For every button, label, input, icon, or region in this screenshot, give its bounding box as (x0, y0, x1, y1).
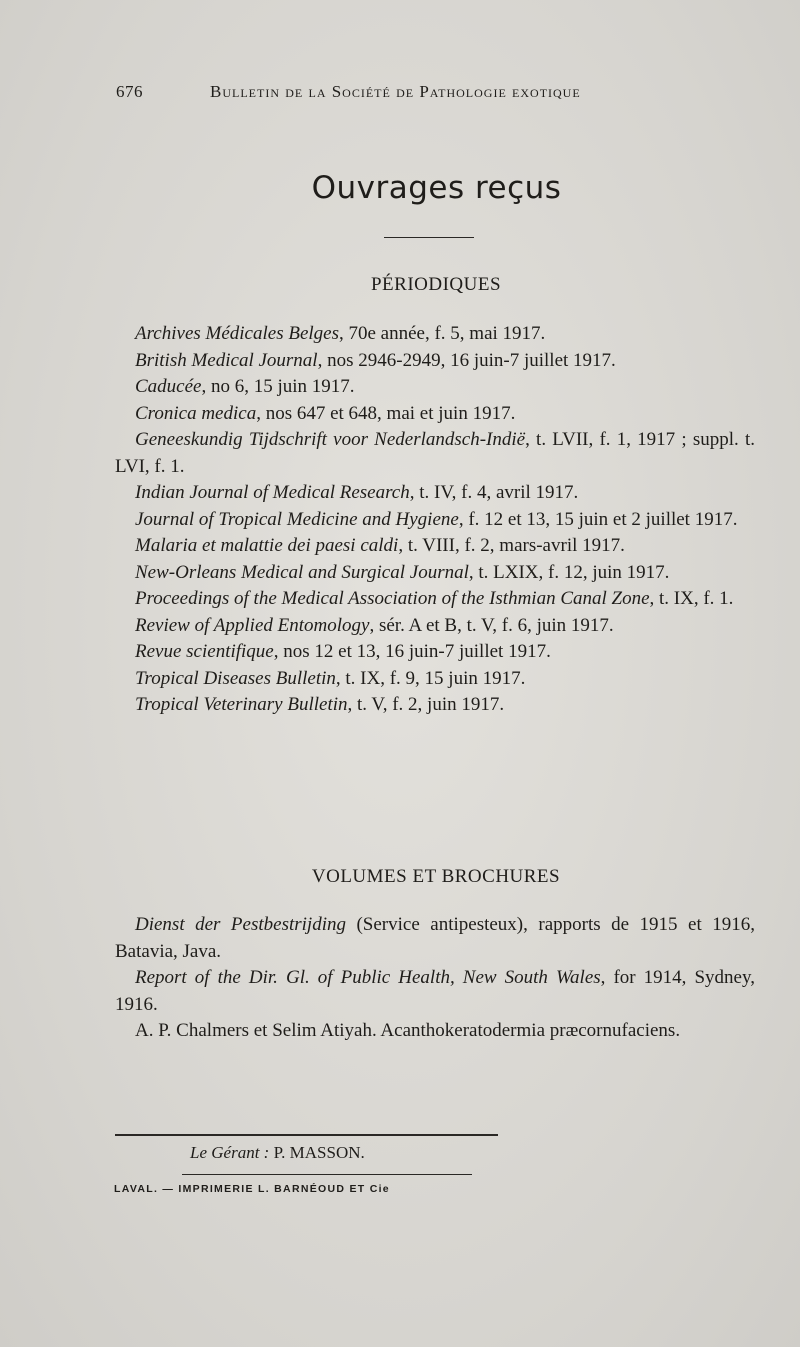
entry-details: , t. IX, f. 9, 15 juin 1917. (335, 667, 526, 689)
list-item (115, 480, 755, 507)
gerant-line (190, 1143, 365, 1163)
entry-details: (Service antipesteux), rapports de 1915 et 1916, Batavia, Java. (115, 914, 756, 962)
entry-title: Malaria et malattie dei paesi caldi (135, 535, 399, 556)
imprint-rule (182, 1174, 472, 1175)
footer-rule (115, 1134, 498, 1136)
list-item (115, 348, 755, 375)
section-heading-volumes: VOLUMES ET BROCHURES (311, 866, 561, 887)
entry-details: A. P. Chalmers et Selim Atiyah. Acanthokeratodermia præcornufaciens. (135, 1020, 681, 1041)
volumes-list (115, 912, 755, 1045)
entry-details: , sér. A et B, t. V, f. 6, juin 1917. (369, 614, 614, 636)
entry-details: , t. VIII, f. 2, mars-avril 1917. (398, 535, 625, 556)
entry-details: , for 1914, Sydney, 1916. (115, 967, 755, 1015)
entry-title: Geneeskundig Tijdschrift voor Nederlandsch-Indië (135, 429, 526, 450)
entry-title: Cronica medica (135, 402, 257, 424)
section-heading-periodiques: PÉRIODIQUES (370, 274, 502, 295)
list-item (115, 912, 755, 965)
entry-details: , nos 647 et 648, mai et juin 1917. (256, 402, 516, 424)
entry-title: Journal of Tropical Medicine and Hygiene (135, 508, 459, 530)
list-item (115, 401, 755, 428)
entry-title: Proceedings of the Medical Association of the Isthmian Canal Zone (135, 588, 650, 609)
list-item (115, 533, 755, 560)
list-item (115, 374, 755, 401)
list-item (115, 560, 755, 587)
entry-details: , t. IX, f. 1. (649, 588, 734, 609)
entry-title: Dienst der Pestbestrijding (135, 914, 346, 935)
entry-title: British Medical Journal (135, 349, 318, 371)
title-divider (384, 237, 474, 238)
list-item (115, 427, 755, 480)
periodiques-list (115, 321, 755, 719)
list-item (115, 321, 755, 348)
gerant-name: P. MASSON. (273, 1143, 365, 1162)
list-item (115, 586, 755, 613)
entry-details: , 70e année, f. 5, mai 1917. (339, 323, 546, 344)
entry-title: Indian Journal of Medical Research (135, 482, 410, 503)
entry-title: Report of the Dir. Gl. of Public Health, New South Wales (135, 967, 601, 988)
entry-details: , no 6, 15 juin 1917. (201, 376, 355, 397)
entry-title: New-Orleans Medical and Surgical Journal (135, 561, 469, 583)
entry-title: Tropical Veterinary Bulletin (135, 694, 348, 715)
entry-details: , t. V, f. 2, juin 1917. (347, 694, 505, 715)
entry-details: , nos 12 et 13, 16 juin-7 juillet 1917. (273, 641, 551, 662)
entry-details: , t. LXIX, f. 12, juin 1917. (468, 561, 670, 583)
list-item (115, 639, 755, 666)
entry-details: , nos 2946-2949, 16 juin-7 juillet 1917. (317, 349, 616, 371)
entry-title: Revue scientifique (135, 641, 274, 662)
list-item (115, 613, 755, 640)
entry-details: , f. 12 et 13, 15 juin et 2 juillet 1917. (458, 508, 738, 530)
entry-title: Review of Applied Entomology (135, 614, 370, 636)
list-item (115, 692, 755, 719)
entry-details: , t. LVII, f. 1, 1917 ; suppl. t. LVI, f. 1. (115, 429, 755, 477)
page-title: Ouvrages reçus (311, 170, 562, 206)
entry-title: Caducée (135, 376, 202, 397)
list-item (115, 666, 755, 693)
gerant-label: Le Gérant : (190, 1143, 270, 1162)
entry-details: , t. IV, f. 4, avril 1917. (409, 482, 579, 503)
list-item (115, 507, 755, 534)
printer-imprint: LAVAL. — IMPRIMERIE L. BARNÉOUD ET Cie (114, 1183, 390, 1195)
list-item (115, 1018, 755, 1045)
list-item (115, 965, 755, 1018)
running-title: Bulletin de la Société de Pathologie exotique (210, 82, 581, 101)
entry-title: Tropical Diseases Bulletin (135, 667, 336, 689)
entry-title: Archives Médicales Belges (135, 323, 339, 344)
page-number: 676 (116, 82, 143, 101)
